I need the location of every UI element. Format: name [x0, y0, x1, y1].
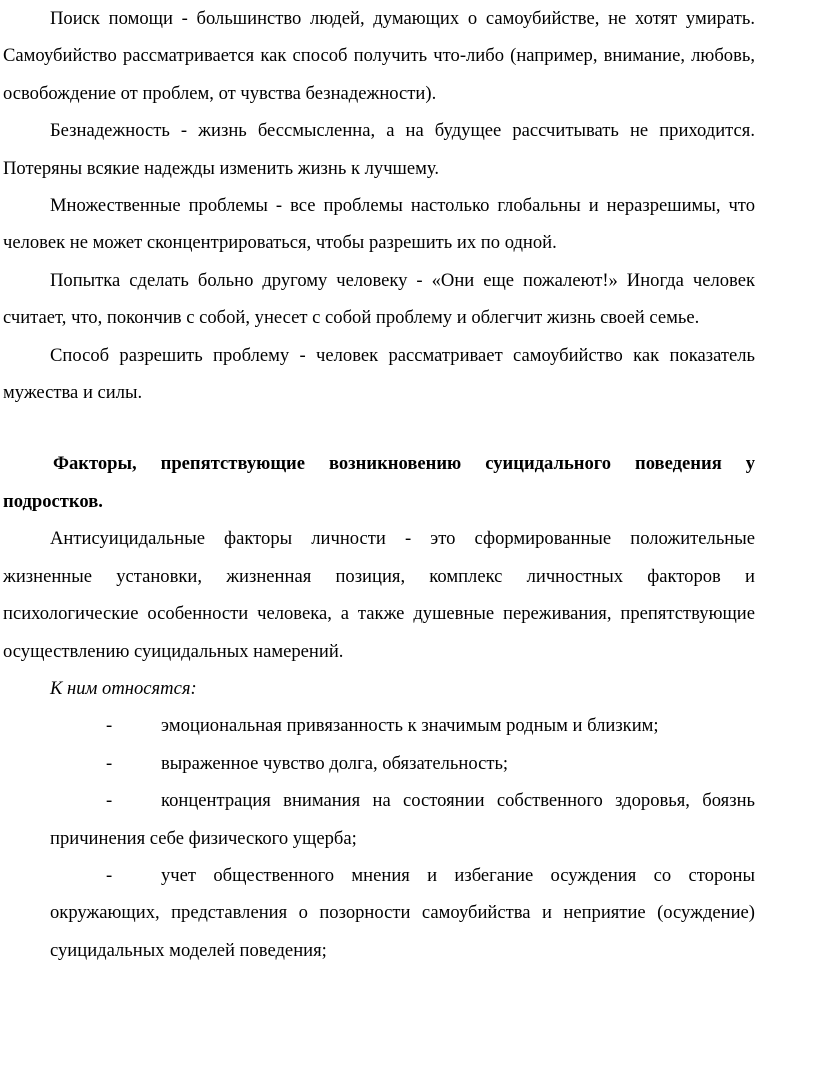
list-item [3, 745, 755, 782]
list-item-text: выраженное чувство долга, обязательность; [161, 752, 509, 774]
section-heading: Факторы, препятствующие возникновению суицидального поведения у подростков. [3, 453, 755, 512]
list-item [3, 782, 755, 857]
list-lead: К ним относятся: [50, 677, 197, 699]
bullet-dash: - [106, 864, 113, 886]
paragraph-hurt-others: Попытка сделать больно другому человеку - «Они еще пожалеют!» Иногда человек считает, что, покончив с собой, унесет с собой проблему и облегчит жизнь своей семье. [3, 269, 755, 329]
paragraph-help-seeking: Поиск помощи - большинство людей, думающих о самоубийстве, не хотят умирать. Самоубийство рассматривается как способ получить что-либо (например, внимание, любовь, освобождение от проблем, от чувства безнадежности). [3, 8, 755, 104]
bullet-dash: - [106, 752, 113, 774]
list-item-text: концентрация внимания на состоянии собственного здоровья, боязнь причинения себе физического ущерба; [50, 790, 755, 849]
list-item [3, 857, 755, 969]
bullet-dash: - [106, 715, 113, 737]
bullet-dash: - [106, 790, 113, 812]
intro-paragraph: Антисуицидальные факторы личности - это сформированные положительные жизненные установки, жизненная позиция, комплекс личностных факторов и психологические особенности человека, а также душевные переживания, препятствующие осуществлению суицидальных намерений. [3, 528, 755, 662]
document-page [3, 0, 755, 969]
list-item [3, 707, 755, 744]
paragraph-problem-solving: Способ разрешить проблему - человек рассматривает самоубийство как показатель мужества и силы. [3, 344, 755, 404]
list-item-text: учет общественного мнения и избегание осуждения со стороны окружающих, представления о позорности самоубийства и неприятие (осуждение) суицидальных моделей поведения; [50, 864, 755, 961]
list-item-text: эмоциональная привязанность к значимым родным и близким; [161, 715, 659, 737]
paragraph-hopelessness: Безнадежность - жизнь бессмысленна, а на будущее рассчитывать не приходится. Потеряны всякие надежды изменить жизнь к лучшему. [3, 120, 755, 179]
paragraph-multiple-problems: Множественные проблемы - все проблемы настолько глобальны и неразрешимы, что человек не может сконцентрироваться, чтобы разрешить их по одной. [3, 195, 755, 254]
